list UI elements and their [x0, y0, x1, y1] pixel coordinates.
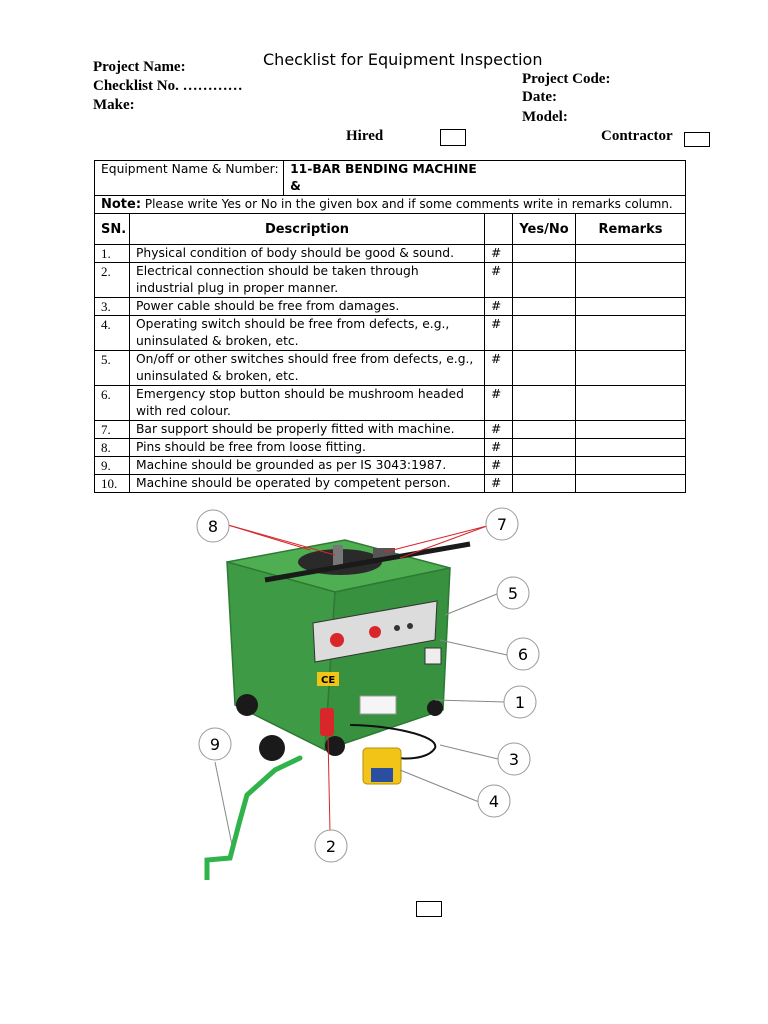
- make-label: Make:: [93, 97, 135, 113]
- callout-8: [197, 510, 229, 542]
- row-yes-no-cell[interactable]: [513, 421, 576, 439]
- row-description: Power cable should be free from damages.: [130, 298, 485, 316]
- indicator-light: [407, 623, 413, 629]
- equipment-label: Equipment Name & Number:: [95, 161, 284, 195]
- callout-1: [504, 686, 536, 718]
- empty-checkbox[interactable]: [416, 901, 442, 917]
- table-row: [95, 298, 686, 316]
- row-mark: #: [485, 421, 513, 439]
- row-remarks-cell[interactable]: [576, 439, 686, 457]
- row-remarks-cell[interactable]: [576, 351, 686, 386]
- leader-line: [440, 640, 507, 655]
- callout-7: [486, 508, 518, 540]
- table-row: [95, 386, 686, 421]
- row-description: Physical condition of body should be good & sound.: [130, 245, 485, 263]
- column-header-description: Description: [130, 214, 485, 245]
- leader-line: [400, 770, 479, 802]
- bar-bending-machine-illustration: [185, 500, 545, 880]
- row-description: Emergency stop button should be mushroom headed with red colour.: [130, 386, 485, 421]
- row-sn: 1.: [95, 245, 130, 263]
- table-header-row: [95, 214, 686, 245]
- row-remarks-cell[interactable]: [576, 475, 686, 493]
- row-remarks-cell[interactable]: [576, 386, 686, 421]
- document-title: Checklist for Equipment Inspection: [263, 50, 543, 69]
- contractor-checkbox[interactable]: [684, 132, 710, 147]
- row-sn: 4.: [95, 316, 130, 351]
- leader-line: [228, 525, 335, 555]
- row-sn: 6.: [95, 386, 130, 421]
- row-yes-no-cell[interactable]: [513, 475, 576, 493]
- contractor-label: Contractor: [601, 128, 673, 144]
- row-description: Bar support should be properly fitted with machine.: [130, 421, 485, 439]
- table-row: [95, 421, 686, 439]
- callout-3: [498, 743, 530, 775]
- wheel: [427, 700, 443, 716]
- on-off-switch: [425, 648, 441, 664]
- indicator-light: [394, 625, 400, 631]
- wheel: [236, 694, 258, 716]
- row-yes-no-cell[interactable]: [513, 439, 576, 457]
- callout-2: [315, 830, 347, 862]
- row-remarks-cell[interactable]: [576, 457, 686, 475]
- row-remarks-cell[interactable]: [576, 421, 686, 439]
- column-header-sn: SN.: [95, 214, 130, 245]
- ce-badge-text: CE: [321, 675, 336, 686]
- row-mark: #: [485, 386, 513, 421]
- callout-4: [478, 785, 510, 817]
- operating-switch: [369, 626, 381, 638]
- note-label: Note:: [101, 197, 142, 212]
- row-yes-no-cell[interactable]: [513, 245, 576, 263]
- row-yes-no-cell[interactable]: [513, 351, 576, 386]
- bending-pin: [333, 545, 343, 567]
- row-mark: #: [485, 475, 513, 493]
- row-description: On/off or other switches should free from defects, e.g., uninsulated & broken, etc.: [130, 351, 485, 386]
- callout-label: 6: [517, 645, 529, 664]
- row-mark: #: [485, 351, 513, 386]
- column-header-remarks: Remarks: [576, 214, 686, 245]
- model-label: Model:: [522, 109, 568, 125]
- hired-checkbox[interactable]: [440, 129, 466, 146]
- callout-label: 9: [209, 735, 221, 754]
- row-mark: #: [485, 316, 513, 351]
- row-sn: 7.: [95, 421, 130, 439]
- table-row: [95, 475, 686, 493]
- row-description: Machine should be grounded as per IS 3043:1987.: [130, 457, 485, 475]
- row-mark: #: [485, 298, 513, 316]
- row-yes-no-cell[interactable]: [513, 457, 576, 475]
- foot-pedal-button: [371, 768, 393, 782]
- row-sn: 8.: [95, 439, 130, 457]
- row-sn: 3.: [95, 298, 130, 316]
- row-mark: #: [485, 245, 513, 263]
- callout-label: 4: [488, 792, 500, 811]
- callout-6: [507, 638, 539, 670]
- leader-line: [400, 526, 487, 558]
- row-yes-no-cell[interactable]: [513, 263, 576, 298]
- row-remarks-cell[interactable]: [576, 263, 686, 298]
- row-yes-no-cell[interactable]: [513, 386, 576, 421]
- callout-label: 2: [325, 837, 337, 856]
- equipment-value: 11-BAR BENDING MACHINE &: [290, 162, 477, 193]
- leader-line: [215, 762, 232, 845]
- leader-line: [435, 700, 505, 702]
- callout-label: 8: [207, 517, 219, 536]
- row-description: Electrical connection should be taken through industrial plug in proper manner.: [130, 263, 485, 298]
- row-mark: #: [485, 457, 513, 475]
- inspection-table: [94, 160, 686, 493]
- row-mark: #: [485, 263, 513, 298]
- hired-label: Hired: [346, 128, 384, 144]
- callout-label: 1: [514, 693, 526, 712]
- row-sn: 10.: [95, 475, 130, 493]
- callout-5: [497, 577, 529, 609]
- emergency-stop-button: [330, 633, 344, 647]
- industrial-plug: [320, 708, 334, 736]
- row-sn: 9.: [95, 457, 130, 475]
- column-header-yes-no: Yes/No: [513, 214, 576, 245]
- row-yes-no-cell[interactable]: [513, 298, 576, 316]
- row-remarks-cell[interactable]: [576, 245, 686, 263]
- note-row: [95, 196, 686, 214]
- checklist-no-label: Checklist No. …………: [93, 78, 243, 94]
- row-description: Pins should be free from loose fitting.: [130, 439, 485, 457]
- wheel: [259, 735, 285, 761]
- power-cable: [207, 758, 300, 880]
- table-row: [95, 439, 686, 457]
- table-row: [95, 457, 686, 475]
- row-description: Operating switch should be free from defects, e.g., uninsulated & broken, etc.: [130, 316, 485, 351]
- table-row: [95, 245, 686, 263]
- row-yes-no-cell[interactable]: [513, 316, 576, 351]
- table-row: [95, 263, 686, 298]
- project-code-label: Project Code:: [522, 71, 611, 87]
- row-mark: #: [485, 439, 513, 457]
- equipment-row: [95, 161, 686, 196]
- row-sn: 5.: [95, 351, 130, 386]
- callout-9: [199, 728, 231, 760]
- project-name-label: Project Name:: [93, 59, 186, 75]
- table-row: [95, 316, 686, 351]
- callout-label: 7: [496, 515, 508, 534]
- leader-line: [445, 594, 497, 615]
- callout-label: 5: [507, 584, 519, 603]
- rating-plate: [360, 696, 396, 714]
- callout-label: 3: [508, 750, 520, 769]
- row-remarks-cell[interactable]: [576, 316, 686, 351]
- row-description: Machine should be operated by competent person.: [130, 475, 485, 493]
- leader-line: [440, 745, 498, 759]
- row-sn: 2.: [95, 263, 130, 298]
- table-row: [95, 351, 686, 386]
- note-text: Please write Yes or No in the given box and if some comments write in remarks column.: [141, 197, 673, 211]
- column-header-mark: [485, 214, 513, 245]
- row-remarks-cell[interactable]: [576, 298, 686, 316]
- date-label: Date:: [522, 89, 557, 105]
